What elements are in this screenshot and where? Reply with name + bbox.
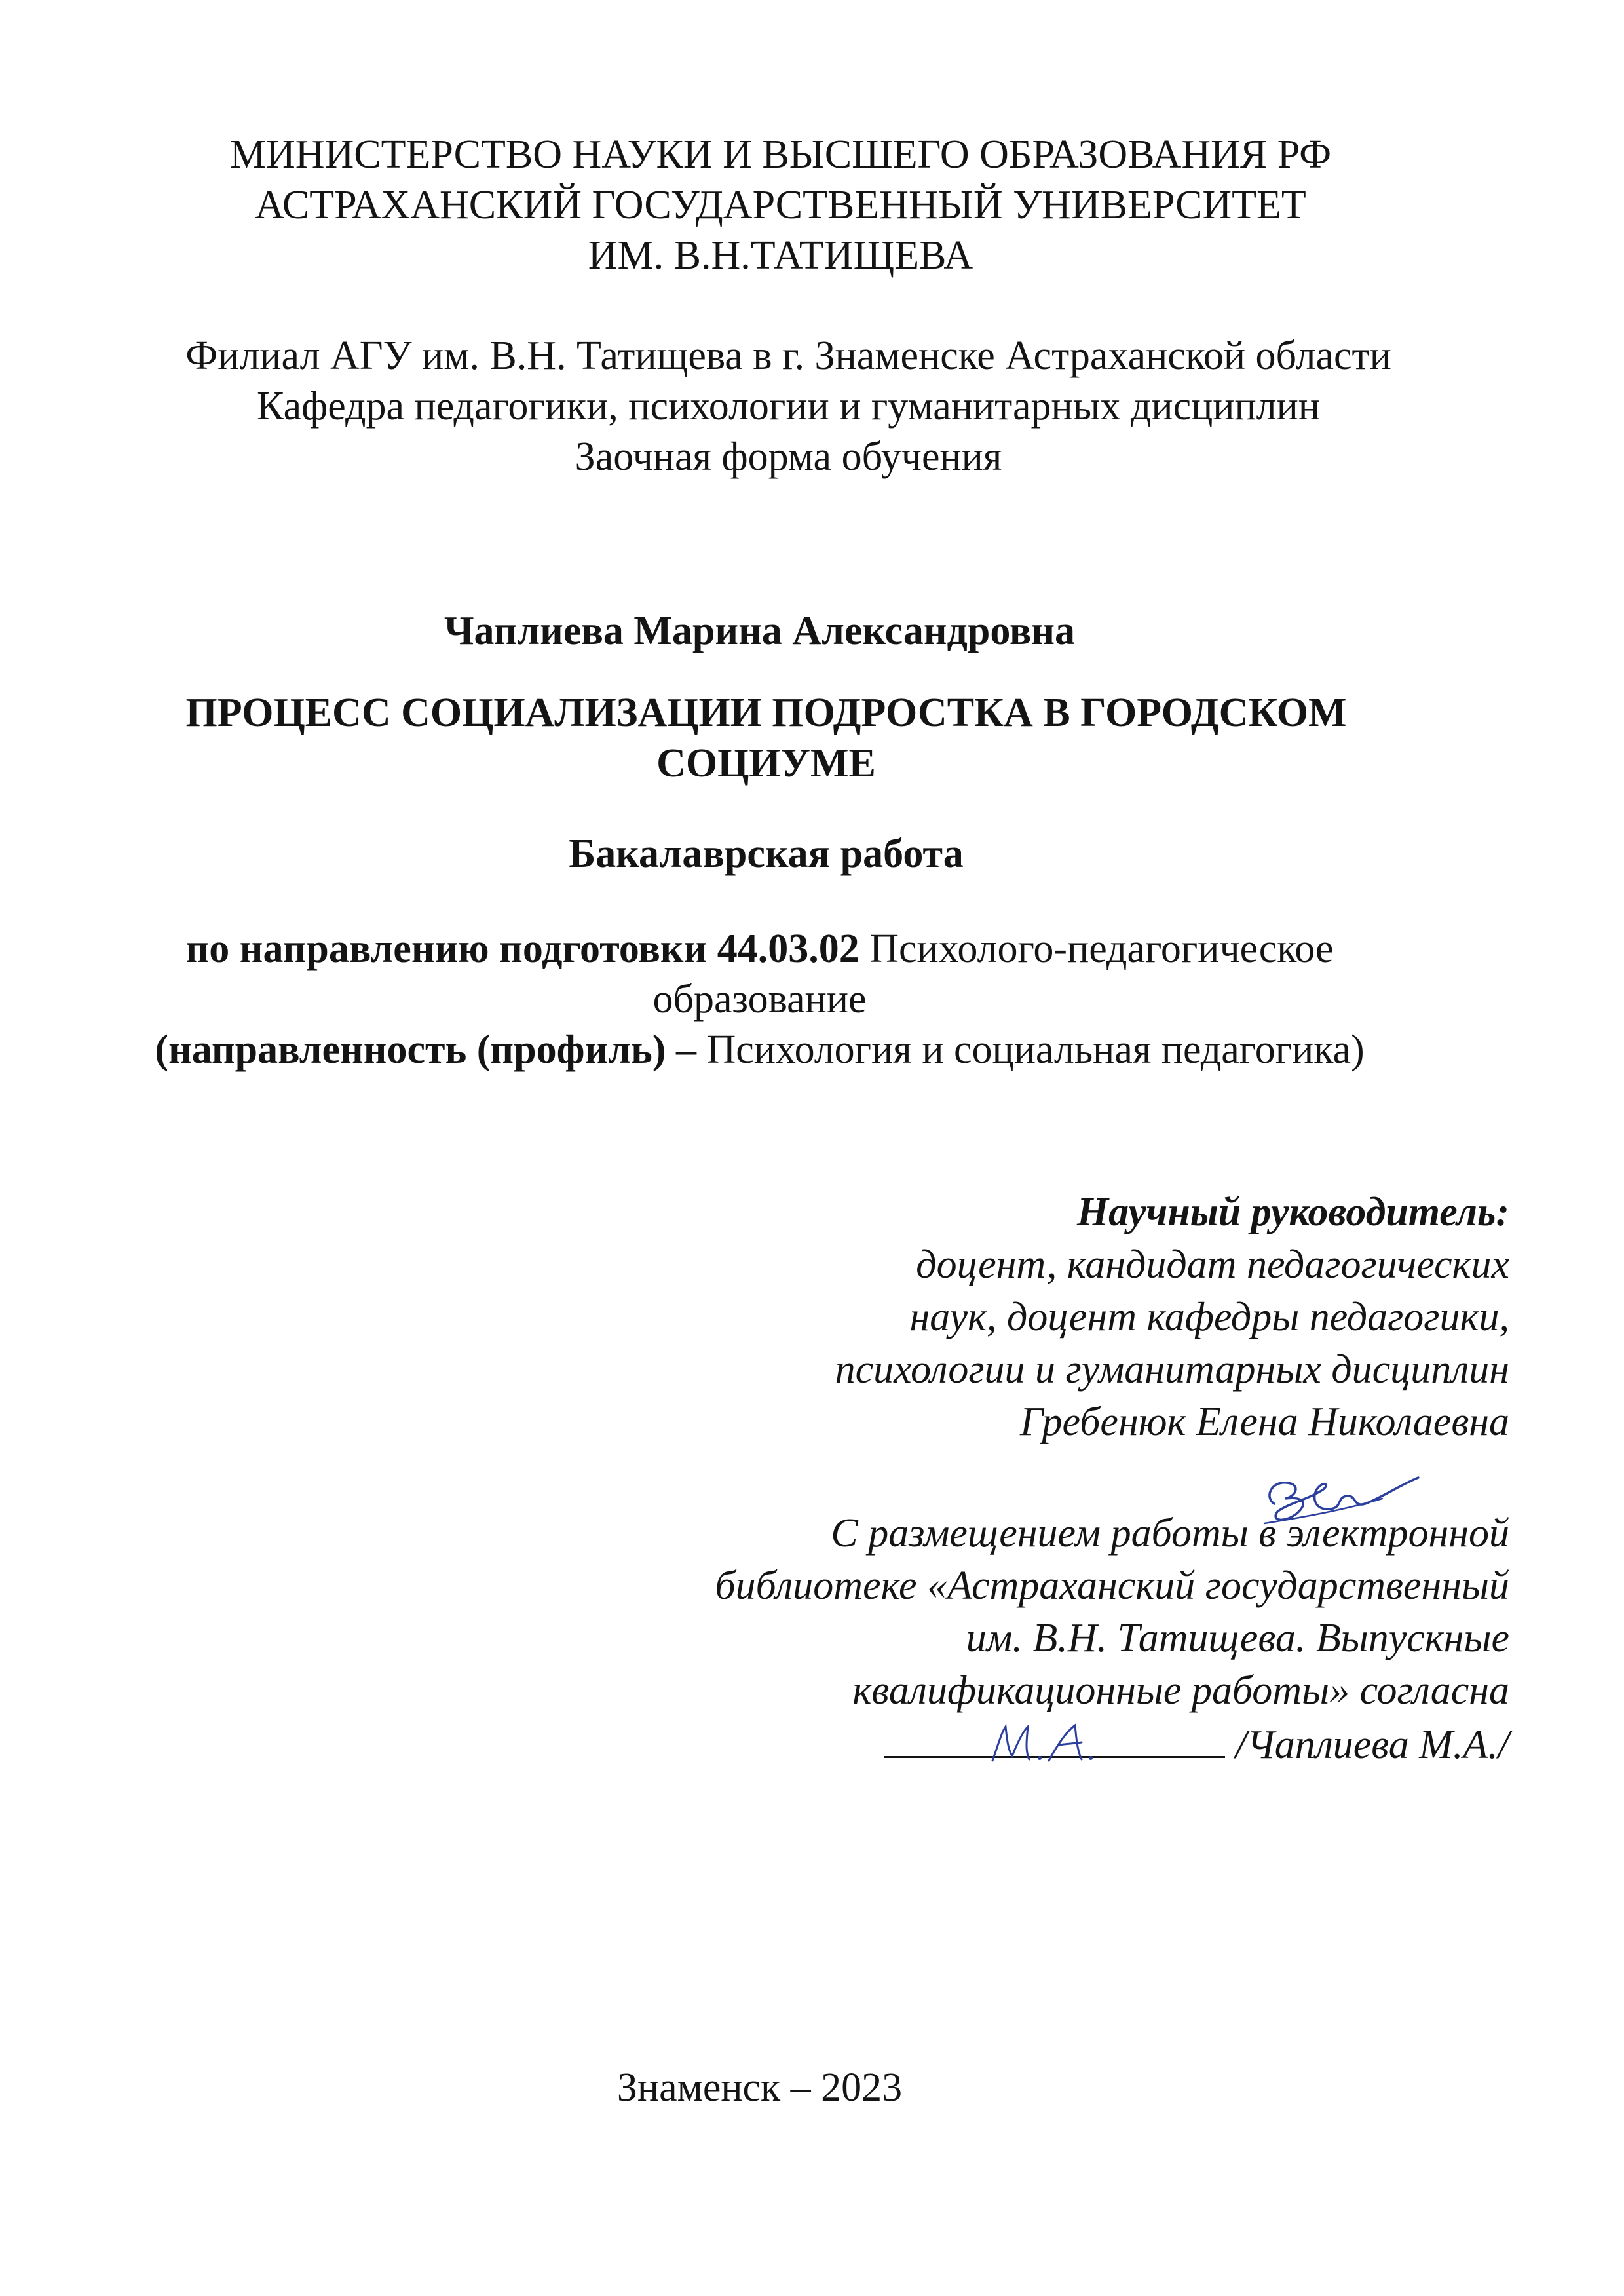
- branch-line: Филиал АГУ им. В.Н. Татищева в г. Знаменске Астраханской области: [185, 334, 1391, 378]
- direction-line-2: образование: [652, 977, 867, 1022]
- consent-line-3: им. В.Н. Татищева. Выпускные: [966, 1616, 1509, 1660]
- supervisor-heading: Научный руководитель:: [1076, 1190, 1509, 1234]
- author-name-text: Чаплиева Марина Александровна: [444, 609, 1076, 653]
- consent-line-1: С размещением работы в электронной: [831, 1511, 1509, 1556]
- university-name-line: ИМ. В.Н.ТАТИЩЕВА: [588, 233, 973, 278]
- place-and-year: [0, 2063, 1572, 2113]
- ministry-line: МИНИСТЕРСТВО НАУКИ И ВЫСШЕГО ОБРАЗОВАНИЯ РФ: [229, 132, 1332, 177]
- profile-name: Психология и социальная педагогика): [696, 1027, 1365, 1072]
- title-line-2: СОЦИУМЕ: [656, 741, 876, 786]
- university-line: АСТРАХАНСКИЙ ГОСУДАРСТВЕННЫЙ УНИВЕРСИТЕТ: [255, 183, 1306, 227]
- consent-line-2: библиотеке «Астраханский государственный: [715, 1563, 1509, 1608]
- profile-line: [0, 1025, 1572, 1075]
- supervisor-title-1: доцент, кандидат педагогических: [916, 1242, 1509, 1287]
- department-line: Кафедра педагогики, психологии и гуманитарных дисциплин: [257, 384, 1320, 429]
- study-direction: [0, 924, 1572, 1075]
- ministry-header: [0, 130, 1593, 281]
- supervisor-title-3: психологии и гуманитарных дисциплин: [835, 1347, 1509, 1392]
- direction-line-1: [0, 924, 1572, 974]
- direction-name: Психолого-педагогическое: [859, 927, 1334, 971]
- author-name: [0, 606, 1572, 657]
- work-type: [0, 829, 1578, 879]
- supervisor-block: [658, 1186, 1509, 1448]
- study-form-line: Заочная форма обучения: [575, 434, 1002, 479]
- thesis-title: [0, 688, 1578, 789]
- supervisor-title-2: наук, доцент кафедры педагогики,: [909, 1295, 1509, 1339]
- profile-label: (направленность (профиль) –: [155, 1027, 696, 1072]
- title-line-1: ПРОЦЕСС СОЦИАЛИЗАЦИИ ПОДРОСТКА В ГОРОДСКОМ: [185, 691, 1347, 735]
- consent-line-4: квалификационные работы» согласна: [852, 1668, 1509, 1713]
- student-signature-initials: [986, 1720, 1124, 1769]
- student-signature-name: /Чаплиева М.А./: [1235, 1723, 1509, 1767]
- branch-info: [0, 331, 1600, 482]
- work-type-text: Бакалаврская работа: [569, 832, 964, 876]
- supervisor-name: Гребенюк Елена Николаевна: [1020, 1400, 1509, 1444]
- place-year-text: Знаменск – 2023: [616, 2065, 903, 2110]
- direction-code: по направлению подготовки 44.03.02: [185, 927, 859, 971]
